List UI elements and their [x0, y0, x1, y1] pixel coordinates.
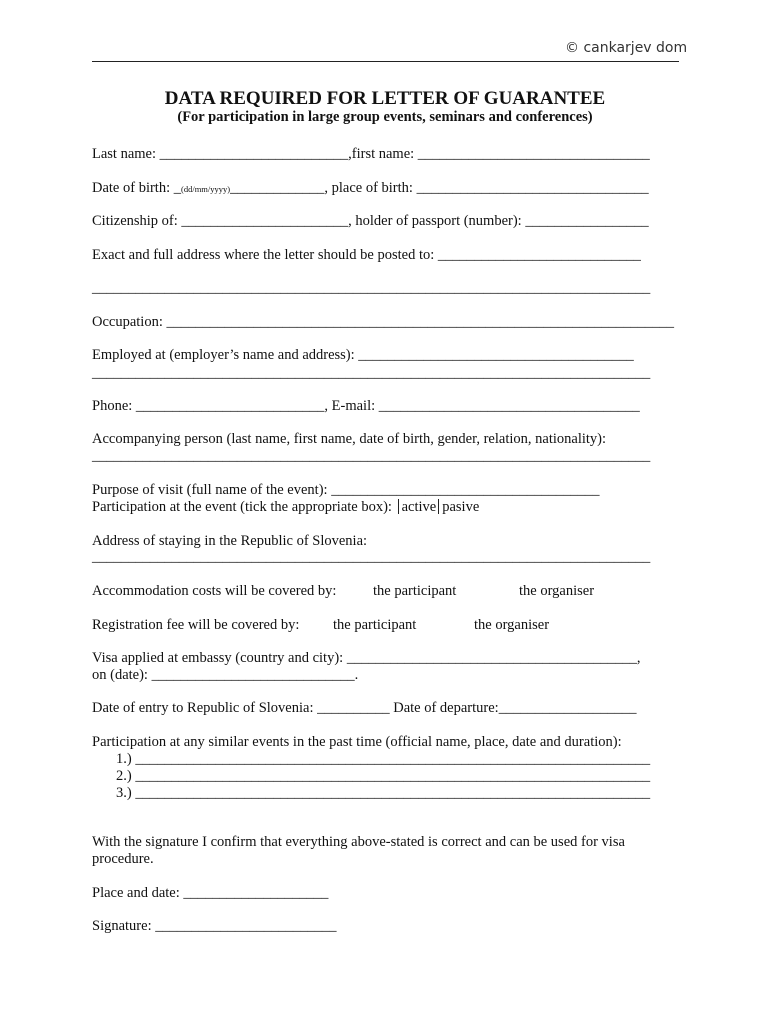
phone-email-field[interactable]: Phone: __________________________, E-mail: ____________________________________ — [92, 398, 640, 414]
dob-rest: _____________, place of birth: ________________________________ — [230, 180, 649, 196]
accompanying-line[interactable]: _____________________________________________________________________________ — [92, 448, 651, 464]
accommodation-organiser-option[interactable]: the organiser — [519, 583, 595, 599]
occupation-field[interactable]: Occupation: ______________________________________________________________________ — [92, 314, 674, 330]
entry-departure-field[interactable]: Date of entry to Republic of Slovenia: __________ Date of departure:___________________ — [92, 700, 637, 716]
pasive-checkbox[interactable] — [438, 499, 440, 514]
registration-label: Registration fee will be covered by: — [92, 617, 300, 633]
past-event-2[interactable]: 2.) _______________________________________________________________________ — [116, 768, 651, 784]
page-subtitle: (For participation in large group events, seminars and conferences) — [177, 109, 593, 125]
copyright-icon: © — [565, 40, 579, 56]
registration-organiser-option[interactable]: the organiser — [474, 617, 550, 633]
participation-label: Participation at the event (tick the appropriate box): — [92, 499, 392, 515]
address-field[interactable]: Exact and full address where the letter should be posted to: ____________________________ — [92, 247, 641, 263]
staying-line[interactable]: _____________________________________________________________________________ — [92, 549, 651, 565]
logo — [565, 40, 687, 56]
accommodation-participant-option[interactable]: the participant — [373, 583, 457, 599]
staying-label: Address of staying in the Republic of Slovenia: — [92, 533, 368, 549]
signature-field[interactable]: Signature: _________________________ — [92, 918, 337, 934]
confirmation-text: With the signature I confirm that everything above-stated is correct and can be used for visa — [92, 834, 625, 850]
visa-field[interactable]: Visa applied at embassy (country and city): ________________________________________, — [92, 650, 641, 666]
participation-row — [92, 499, 479, 516]
active-checkbox[interactable] — [398, 499, 400, 514]
past-event-3[interactable]: 3.) _______________________________________________________________________ — [116, 785, 651, 801]
confirmation-text-cont: procedure. — [92, 851, 154, 867]
logo-text: cankarjev dom — [583, 40, 688, 56]
date-of-birth-field[interactable] — [92, 180, 649, 198]
visa-date-field[interactable]: on (date): ____________________________. — [92, 667, 359, 683]
past-event-1[interactable]: 1.) _______________________________________________________________________ — [116, 751, 651, 767]
past-events-label: Participation at any similar events in the past time (official name, place, date and duration): — [92, 734, 622, 750]
employer-field[interactable]: Employed at (employer’s name and address): ______________________________________ — [92, 347, 634, 363]
active-option: active — [401, 499, 437, 515]
dob-format-hint: (dd/mm/yyyy) — [181, 184, 231, 194]
purpose-field[interactable]: Purpose of visit (full name of the event): _____________________________________ — [92, 482, 600, 498]
header-divider — [92, 61, 679, 62]
dob-label: Date of birth: _ — [92, 180, 181, 196]
citizenship-field[interactable]: Citizenship of: _______________________, holder of passport (number): _________________ — [92, 213, 649, 229]
page-title: DATA REQUIRED FOR LETTER OF GUARANTEE — [164, 88, 606, 109]
pasive-option: pasive — [442, 499, 480, 515]
employer-line[interactable]: _____________________________________________________________________________ — [92, 365, 651, 381]
place-date-field[interactable]: Place and date: ____________________ — [92, 885, 329, 901]
accompanying-label: Accompanying person (last name, first name, date of birth, gender, relation, nationality): — [92, 431, 607, 447]
address-line[interactable]: _____________________________________________________________________________ — [92, 280, 651, 296]
registration-participant-option[interactable]: the participant — [333, 617, 417, 633]
accommodation-label: Accommodation costs will be covered by: — [92, 583, 337, 599]
last-name-field[interactable]: Last name: __________________________,first name: ________________________________ — [92, 146, 650, 162]
